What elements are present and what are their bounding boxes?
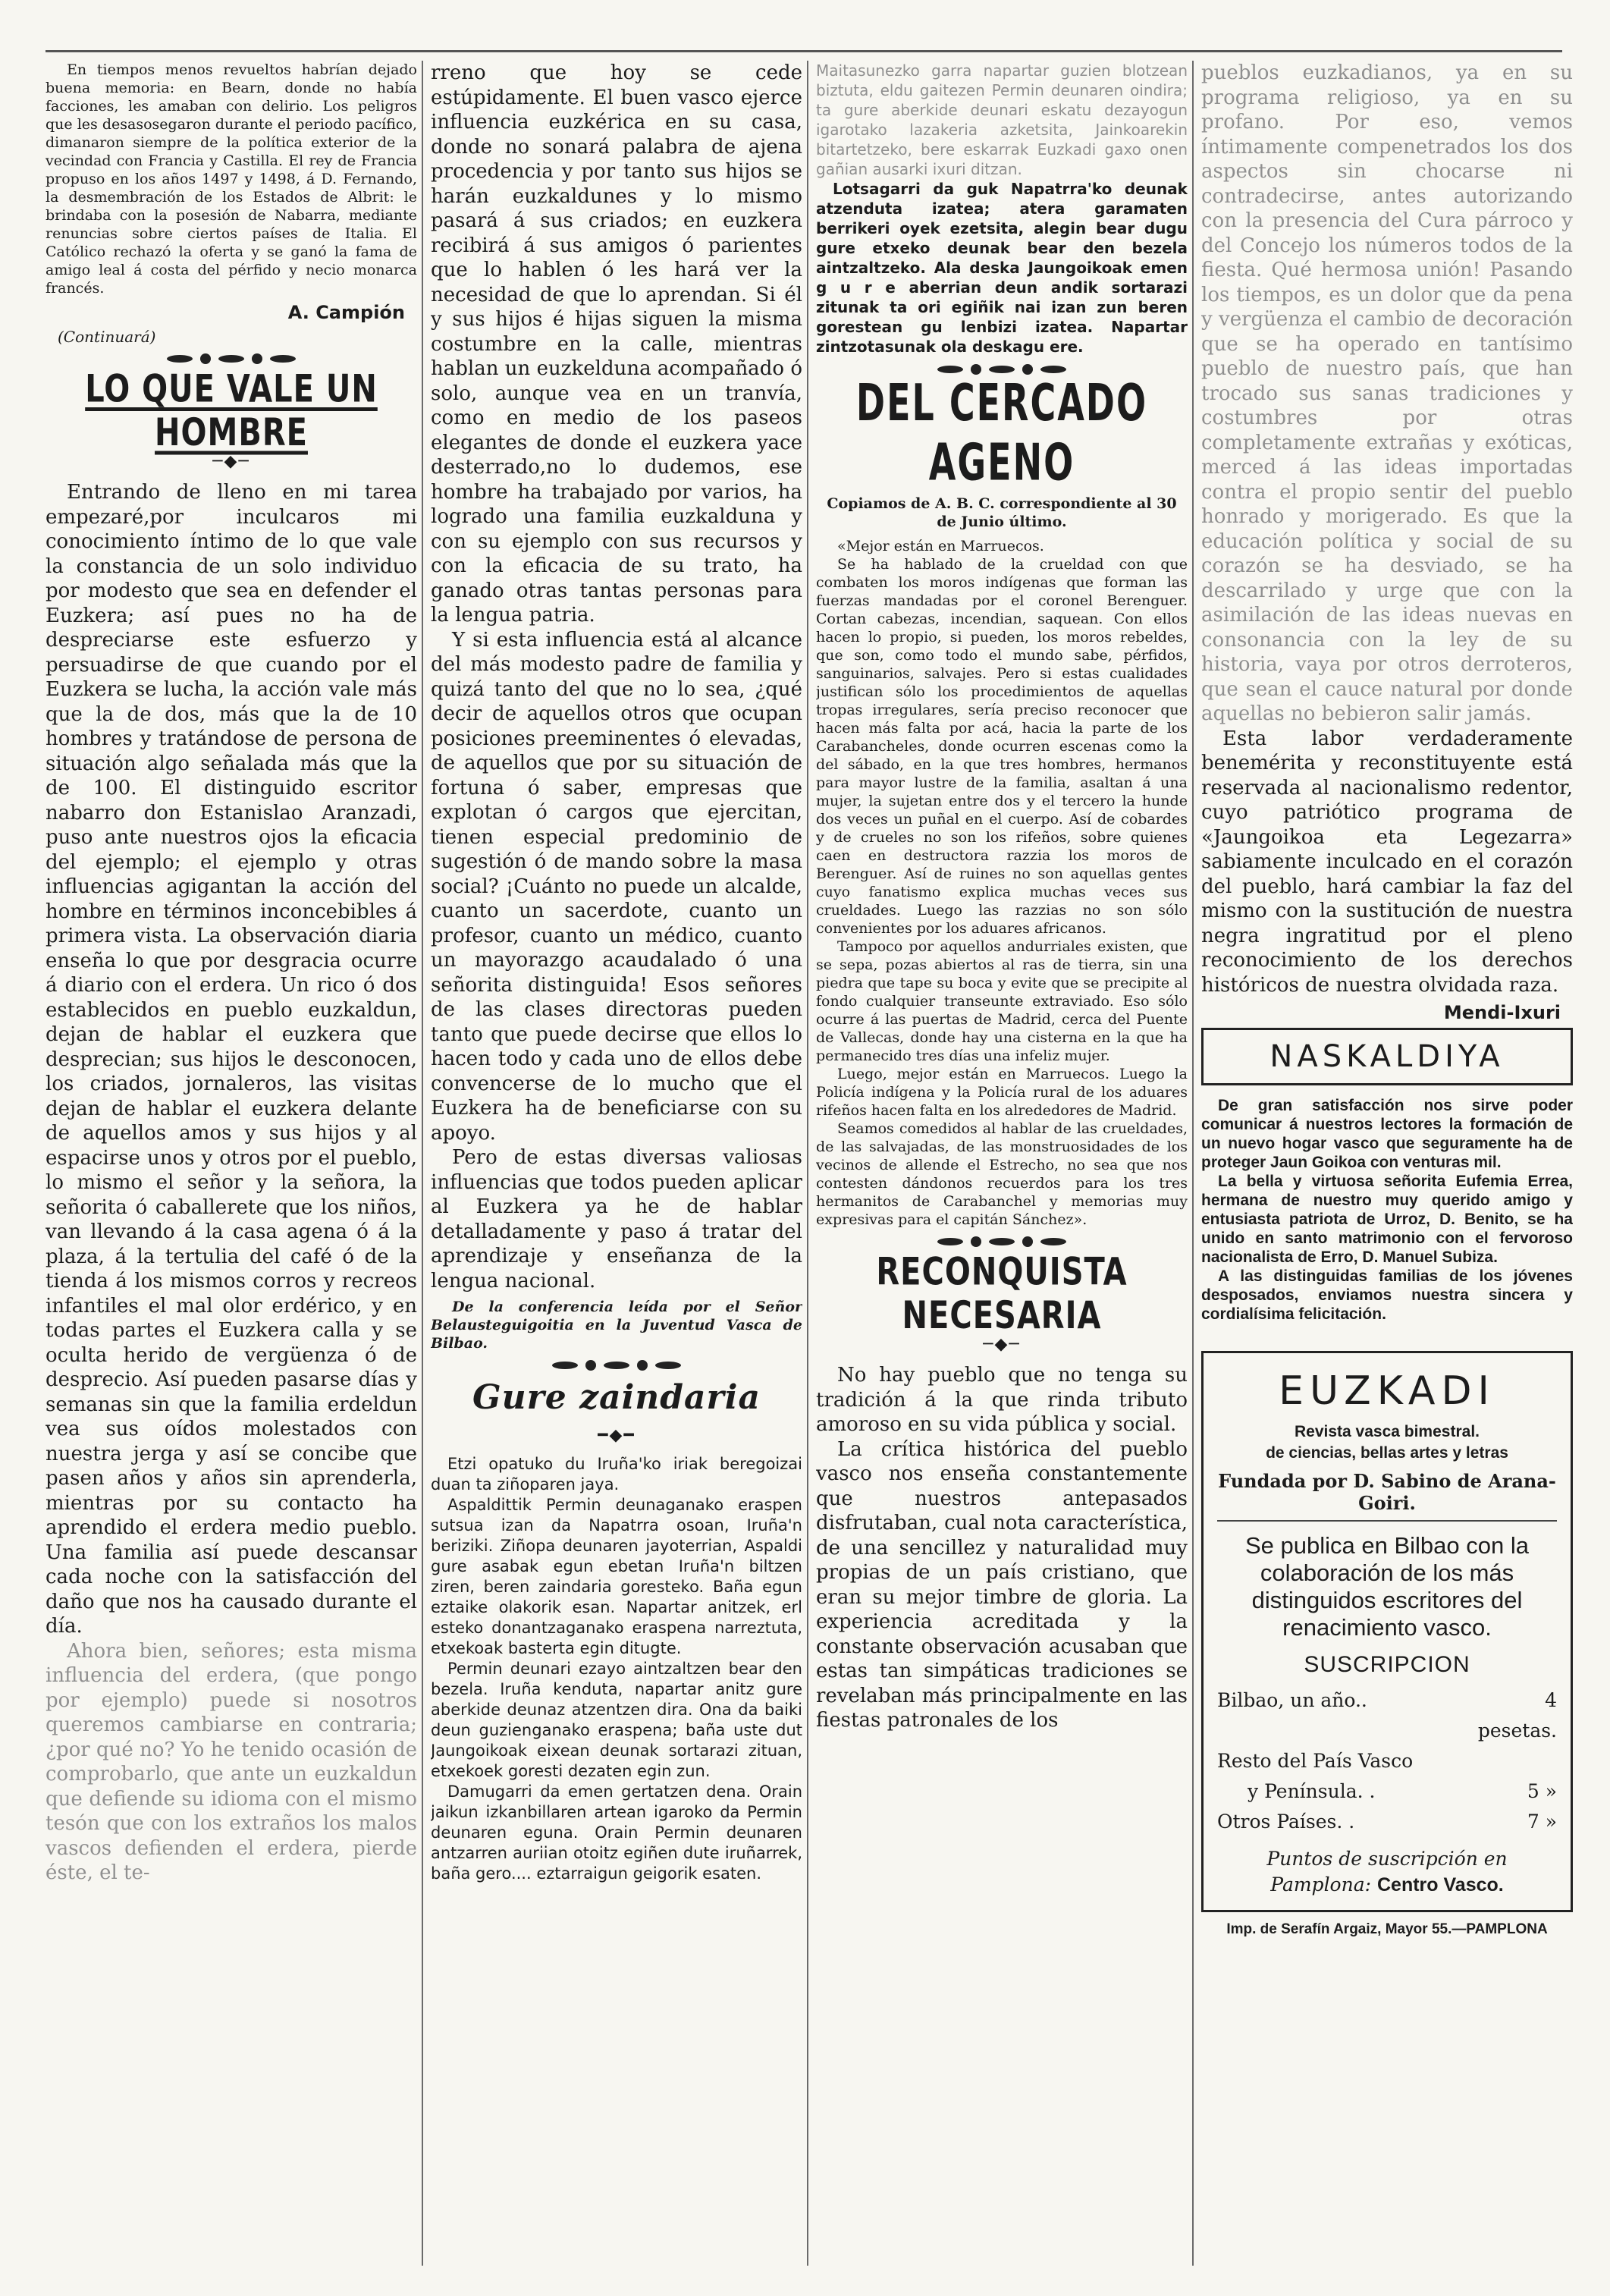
headline-ornament: ─◆─ bbox=[212, 452, 250, 471]
notice-paragraph: A las distinguidas familias de los jóvenes desposados, enviamos nuestra sincera y cordialísima felicitación. bbox=[1201, 1267, 1573, 1323]
copy-text: Copiamos de A. B. C. correspondiente al 30 de Junio último. bbox=[827, 495, 1177, 530]
article-paragraph: Seamos comedidos al hablar de las crueldades, de las salvajadas, de las monstruosidades de los vecinos de allende el Estrecho, no sea que nos contesten dándonos recuerdos para los tres hermanitos de Carabanchel y memorias muy expresivas para el capitán Sánchez». bbox=[816, 1120, 1188, 1228]
article-paragraph: Luego, mejor están en Marruecos. Luego la Policía indígena y la Policía rural de los aduares rifeños hacen falta en los alrededores de Madrid. bbox=[816, 1066, 1188, 1119]
price-value: 5 » bbox=[1527, 1780, 1557, 1802]
article-paragraph: Ahora bien, señores; esta misma influencia del erdera, (que pongo por ejemplo) puede si nosotros queremos cambiarse en contraria; ¿por qué no? Yo he tenido ocasión de comprobarlo, que ante un euzkaldun que defiende su idioma con el mismo tesón que con los extraños los malos vascos defienden el erdera, pierde éste, el te- bbox=[46, 1639, 417, 1884]
article-paragraph: Etzi opatuko du Iruña'ko iriak beregoizai duan ta ziñoparen jaya. bbox=[431, 1455, 802, 1493]
column-rule bbox=[1192, 61, 1194, 2266]
printer-imprint: Imp. de Serafín Argaiz, Mayor 55.—PAMPLONA bbox=[1226, 1921, 1548, 1937]
headline-ornament: ━◆━ bbox=[598, 1426, 636, 1445]
column-3 bbox=[816, 61, 1188, 2250]
ad-subtitle: de ciencias, bellas artes y letras bbox=[1266, 1444, 1508, 1462]
copy-note bbox=[816, 495, 1188, 531]
article-paragraph: Permin deunari ezayo aintzaltzen bear den bezela. Iruña kenduta, napartar anitz gure aberkide deunaz atzentzen dira. Ona da baiki deun guzienganako eraspena; baña uste dut Jaungoikoak eixean deunak sortarazi zituan, etxekoek goresti dezaten egin zun. bbox=[431, 1660, 802, 1780]
article-paragraph: Y si esta influencia está al alcance del más modesto padre de familia y quizá tanto del que no lo sea, ¿qué decir de aquellos otros que ocupan posiciones preeminentes ó elevadas, de aquellos que por su situación de fortuna ó saber, empresas que explotan ó cargos que ejercitan, tienen especial predominio de sugestión ó de mando sobre la masa social? ¡Cuánto no puede un alcalde, cuanto un sacerdote, cuanto un profesor, cuanto un médico, cuanto un mayorazgo acaudalado ó una señorita distinguida! Esos señores de las clases directoras pueden tanto que puede decirse que ellos lo hacen todo y cada uno de ellos debe convencerse de lo mucho que el Euzkera ha de beneficiarse con su apoyo. bbox=[431, 628, 802, 1145]
column-4 bbox=[1201, 61, 1573, 2250]
lo-que-vale-continuation bbox=[431, 61, 802, 1293]
article-paragraph: Pero de estas diversas valiosas influencias que todos pueden aplicar al Euzkera ya he de hablar detalladamente y paso á tratar del aprendizaje y enseñanza de la lengua nacional. bbox=[431, 1146, 802, 1292]
ad-title: EUZKADI bbox=[1279, 1368, 1495, 1414]
gure-zaindaria-continuation bbox=[816, 61, 1188, 356]
article-paragraph: Maitasunezko garra napartar guzien blotzean biztuta, eldu gaitezen Permin deunaren oindira; ta gure aberkide deunari eskatu dezayogun igarotako lazakeria azketsita, Jainkoarekin bitartetzeko, bere eskarrak Euzkadi gaxo onen gañian ausarki ixuri ditzan. bbox=[816, 61, 1188, 178]
notice-paragraph: La bella y virtuosa señorita Eufemia Errea, hermana de nuestro muy querido amigo y entusiasta patriota de Urroz, D. Benito, se ha unido en santo matrimonio con el fervoroso nacionalista de Erro, D. Manuel Subiza. bbox=[1201, 1173, 1573, 1266]
campion-article-end bbox=[46, 61, 417, 297]
article-paragraph: Tampoco por aquellos andurriales existen, que se sepa, pozas abiertos al ras de tierra, sin una piedra que tape su boca y evite que se precipite al fondo cualquier transeunte extraviado. Eso sólo ocurre á las puertas de Madrid, cerca del Puente de Vallecas, donde hay una cisterna en la que ha permanecido tres días una infeliz mujer. bbox=[816, 938, 1188, 1064]
article-paragraph: No hay pueblo que no tenga su tradición á la que rinda tributo amoroso en su vida pública y social. bbox=[816, 1364, 1188, 1436]
author-signature: A. Campión bbox=[287, 302, 405, 323]
naskaldiya-notice bbox=[1201, 1096, 1573, 1324]
ad-footer-city: Pamplona: bbox=[1270, 1874, 1372, 1896]
article-paragraph: En tiempos menos revueltos habrían dejado buena memoria: en Bearn, donde no había facciones, les amaban con delirio. Los peligros que les desasosegaron durante el periodo pacífico, dimanaron siempre de la política exterior de la vecindad con Francia y Castilla. El rey de Francia propuso en los años 1497 y 1498, á D. Fernando, la desmembración de los Estados de Albrit: le brindaba con la posesión de Nabarra, mediante renuncias sobre ciertos países de Italia. El Católico rechazó la oferta y se ganó la fama de amigo leal á costa del pérfido y necio monarca francés. bbox=[46, 61, 417, 297]
article-paragraph: Se ha hablado de la crueldad con que combaten los moros indígenas que forman las fuerzas mandadas por el coronel Berenguer. Cortan cabezas, incendian, saquean. Con ellos hacen lo propio, si pueden, los moros rebeldes, que son, como todo el mundo sabe, pérfidos, sanguinarios, salvajes. Pero si estas cualidades justifican sólo los procedimientos de aquellas tropas irregulares, sería preciso reconocer que hacen más falta por acá, hacia la parte de los Carabancheles, donde ocurren escenas como la del sábado, en la que tres hombres, hermanos para mayor lustre de la familia, asaltan á una mujer, la sujetan entre dos y el tercero la hunde dos veces un puñal en el cuerpo. Así de cobardes y de crueles no son los rifeños, sobre quienes caen en destructora razzia los moros de Berenguer. Así de ruines no son aquellas gentes cuyo fanatismo explica muchas veces sus crueldades. Luego las razzias no son sólo convenientes por los aduares africanos. bbox=[816, 556, 1188, 937]
headline-gure-zaindaria: Gure zaindaria bbox=[472, 1378, 761, 1417]
headline-naskaldiya: NASKALDIYA bbox=[1201, 1028, 1573, 1085]
price-value: 7 » bbox=[1527, 1811, 1557, 1833]
headline-ornament: ─◆─ bbox=[983, 1335, 1021, 1354]
top-rule bbox=[46, 50, 1562, 52]
price-value bbox=[1466, 1746, 1557, 1776]
price-row bbox=[1217, 1685, 1557, 1746]
price-row bbox=[1217, 1776, 1557, 1807]
article-paragraph: rreno que hoy se cede estúpidamente. El buen vasco ejerce influencia euzkérica en su casa, donde no sonará palabra de ajena procedencia y por tanto sus hijos se harán euzkaldunes y lo mismo pasará á sus criados; en euzkera recibirá á sus amigos ó parientes que lo hablen ó les hará ver la necesidad de que lo aprendan. Si él y sus hijos é hijas siguen la misma costumbre en la calle, mientras hablan un euzkelduna acompañado ó solo, aunque vea en un tranvía, como en medio de los paseos elegantes de donde el euzkera yace desterrado,no lo dudemos, ese hombre ha trabajado por varios, ha logrado una familia euzkalduna y con su ejemplo con sus recursos y con la eficacia de su trato, ha ganado otras tantas personas para la lengua patria. bbox=[431, 61, 802, 627]
ornamental-divider bbox=[431, 1360, 802, 1371]
quote-title: «Mejor están en Marruecos. bbox=[837, 538, 1044, 554]
column-2 bbox=[431, 61, 802, 2250]
ornamental-divider bbox=[816, 1236, 1188, 1247]
column-1 bbox=[46, 61, 417, 2250]
ad-description: Se publica en Bilbao con la colaboración de los más distinguidos escritores del renacimiento vasco. bbox=[1245, 1532, 1529, 1641]
column-rule bbox=[807, 61, 808, 2266]
ad-subtitle: Revista vasca bimestral. bbox=[1295, 1423, 1480, 1440]
headline-reconquista-necesaria: RECONQUISTA NECESARIA bbox=[876, 1250, 1128, 1338]
price-label: Bilbao, un año.. bbox=[1217, 1689, 1367, 1711]
ad-footer-line bbox=[1217, 1872, 1557, 1898]
article-paragraph: Entrando de lleno en mi tarea empezaré,por inculcaros mi conocimiento íntimo de lo que vale la constancia de un solo individuo por modesto que sea en defender el Euzkera; así pues no ha de despreciarse este esfuerzo y persuadirse de que cuando por el Euzkera se lucha, la acción vale más que la de dos, más que la de 10 hombres y tratándose de persona de situación algo señalada más que la de 100. El distinguido escritor nabarro don Estanislao Aranzadi, puso ante nuestros ojos la eficacia del ejemplo; el ejemplo y otras influencias agigantan la acción del hombre en términos inconcebibles á primera vista. La observación diaria enseña lo que por desgracia ocurre á diario con el erdera. Un rico ó dos establecidos en pueblo euzkaldun, dejan de hablar el euzkera que desprecian; sus hijos le desconocen, los criados, jornaleros, las visitas dejan de hablar el euzkera delante de aquellos amos y sus hijos y al espacirse unos y otros por el pueblo, lo mismo el señor y la señora, la señorita ó caballerete que los niños, van llevando á la casa agena ó á la plaza, á la tertulia del café ó de la tienda á los mismos corros y recreos infantiles el mal olor erdérico, y en todas partes el Euzkera calla y se oculta herido de vergüenza ó de desprecio. Así pueden pasarse días y semanas sin que la familia erdeldun vea sus oídos molestados con nuestra jerga y así se concibe que pasen años y años sin aprenderla, mientras por su contacto ha aprendido el erdera medio pueblo. Una familia así puede descansar cada noche con la satisfacción del daño que nos ha causado durante el día. bbox=[46, 481, 417, 1638]
price-label: Resto del País Vasco bbox=[1217, 1750, 1414, 1772]
price-value: 4 pesetas. bbox=[1477, 1689, 1557, 1742]
price-row bbox=[1217, 1746, 1557, 1776]
price-label: Otros Países. . bbox=[1217, 1811, 1355, 1833]
author-signature: Mendi-Ixuri bbox=[1443, 1002, 1561, 1023]
article-paragraph: Esta labor verdaderamente benemérita y reconstituyente está reservada al nacionalismo redentor, cuyo patriótico programa de «Jaungoikoa eta Legezarra» sabiamente inculcado en el corazón del pueblo, hará cambiar la faz del mismo con la sustitución de nuestra negra ingratitud por el pleno reconocimiento de los derechos históricos de nuestra olvidada raza. bbox=[1201, 727, 1573, 997]
notice-paragraph: De gran satisfacción nos sirve poder comunicar á nuestros lectores la formación de un nuevo hogar vasco que seguramente ha de proteger Jaun Goikoa con venturas mil. bbox=[1201, 1097, 1573, 1171]
price-label: y Península. . bbox=[1248, 1780, 1376, 1802]
ad-founder: Fundada por D. Sabino de Arana-Goiri. bbox=[1217, 1470, 1557, 1522]
source-note bbox=[431, 1298, 802, 1352]
article-paragraph: pueblos euzkadianos, ya en su programa religioso, ya en su profano. Por eso, vemos íntimamente compenetrados los dos aspectos sin chocarse ni contradecirse, antes autorizando con la presencia del Cura párroco y del Concejo los números todos de la fiesta. Qué hermosa unión! Pasando los tiempos, es un dolor que da pena y vergüenza el cambio de decoración que se ha operado en tantísimo pueblo de nuestro país, que han trocado sus sanas tradiciones y costumbres por otras completamente extrañas y exóticas, merced á las ideas importadas contra el propio sentir del pueblo honrado y morigerado. Es que la educación política y social de su corazón se ha desviado, se ha descarrilado y urge que con la asimilación de las ideas nuevas en consonancia con la ley de su historia, vaya por otros derroteros, que sean el cauce natural por donde aquellas no bebieron salir jamás. bbox=[1201, 61, 1573, 725]
column-rule bbox=[422, 61, 423, 2266]
article-paragraph: La crítica histórica del pueblo vasco nos enseña constantemente que nuestros antepasados disfrutaban, cual nota característica, de una sencillez y naturalidad muy propias de un país cristiano, que eran su mejor timbre de gloria. La experiencia acreditada y la constante observación acusaban que estas tan simpáticas tradiciones se revelaban más principalmente en las fiestas patronales de los bbox=[816, 1437, 1188, 1732]
ad-footer bbox=[1217, 1846, 1557, 1898]
article-paragraph: Damugarri da emen gertatzen dena. Orain jaikun izkanbillaren artean igaroko da Permin deunaren eguna. Orain Permin deunaren antzarren auriian otoitz egiñen dute iruñarrek, baña gero.... eztarraigun geigorik esaten. bbox=[431, 1782, 802, 1883]
reconquista-continuation bbox=[1201, 61, 1573, 997]
ad-footer-line: Puntos de suscripción en bbox=[1266, 1848, 1508, 1870]
source-text: De la conferencia leída por el Señor Belausteguigoitia en la Juventud Vasca de Bilbao. bbox=[431, 1299, 802, 1352]
gure-zaindaria-article bbox=[431, 1454, 802, 1884]
ornamental-divider bbox=[46, 353, 417, 364]
article-paragraph: Lotsagarri da guk Napatrra'ko deunak atzenduta izatea; atera garamaten berrikeri oyek ezetsita, alegin bear dugu gure etxeko deunak bear den bezela aintzaltzeko. Ala deska Jaungoikoak emen g u r e aberrian deun andik sortarazi zitunak ta ori egiñik nai izan zun beren gorestean gu lenbizi izatea. Napartar zintzotasunak ola deskagu ere. bbox=[816, 180, 1188, 356]
price-row bbox=[1217, 1807, 1557, 1837]
continued-note: (Continuará) bbox=[58, 328, 156, 346]
del-cercado-article bbox=[816, 537, 1188, 1229]
euzkadi-advertisement bbox=[1201, 1351, 1573, 1912]
reconquista-article bbox=[816, 1363, 1188, 1733]
lo-que-vale-article bbox=[46, 480, 417, 1886]
ad-subscription-heading: SUSCRIPCION bbox=[1304, 1652, 1470, 1677]
headline-lo-que-vale-un-hombre: LO QUE VALE UN HOMBRE bbox=[85, 367, 378, 455]
headline-del-cercado-ageno: DEL CERCADO AGENO bbox=[855, 372, 1148, 492]
article-paragraph: Aspaldittik Permin deunaganako eraspen sutsua izan da Napatrra osoan, Iruña'n beriziki. Ziñopa deunaren jayoterrian, Aspaldi gure asabak egun ebetan Iruña'n biltzen ziren, beren zaindaria goresteko. Baña egun eztaike olakorik esan. Napartar anitzek, erl esteko donantzaganako eraspena narreztuta, etxekoak basterta egin ditugte. bbox=[431, 1496, 802, 1657]
ad-footer-place: Centro Vasco. bbox=[1377, 1874, 1504, 1896]
